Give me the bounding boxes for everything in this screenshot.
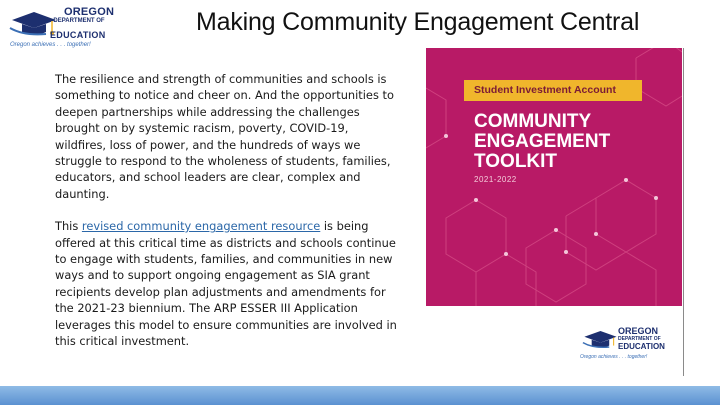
logo-dept-text: DEPARTMENT OF bbox=[53, 18, 105, 24]
cover-title-line-2: ENGAGEMENT bbox=[474, 131, 611, 152]
slide-title: Making Community Engagement Central bbox=[196, 8, 640, 36]
paragraph-resource bbox=[55, 218, 400, 349]
toolkit-cover-image bbox=[426, 48, 682, 376]
divider-line bbox=[683, 48, 684, 376]
graduation-cap-icon bbox=[580, 326, 618, 352]
cover-logo-state: OREGON bbox=[618, 326, 659, 336]
cover-year: 2021-2022 bbox=[474, 175, 517, 184]
cover-banner bbox=[464, 80, 642, 101]
cover-banner-text: Student Investment Account bbox=[474, 84, 616, 96]
cover-ode-logo bbox=[576, 324, 680, 364]
paragraph-resource-lead: This bbox=[55, 219, 82, 234]
community-engagement-resource-link[interactable]: revised community engagement resource bbox=[81, 219, 321, 234]
paragraph-resilience: The resilience and strength of communities and schools is something to notice and cheer on. And the opportunities to deepen partnerships while addressing the challenges brought on by systemic racism, poverty, COVID-19, wildfires, loss of power, and the hundreds of ways we struggle to respond to the wholeness of students, families, educators, and school leaders are clear, complex and daunting. bbox=[55, 72, 394, 201]
cover-title-line-1: COMMUNITY bbox=[474, 111, 592, 132]
ode-logo bbox=[6, 6, 130, 50]
body-text bbox=[55, 71, 400, 366]
cover-logo-edu: EDUCATION bbox=[618, 342, 665, 351]
cover-logo-dept: DEPARTMENT OF bbox=[618, 336, 661, 342]
paragraph-resource-rest: is being offered at this critical time as districts and schools continue to engage with students, families, and communities in new ways and to support ongoing engagement as SIA grant recipients develop plan adjustments and amendments for the 2021-23 biennium. The ARP ESSER III Application leverages this model to ensure communities are involved in this critical investment. bbox=[55, 219, 397, 349]
cover-title bbox=[474, 112, 610, 172]
footer-bar bbox=[0, 386, 720, 405]
logo-tagline: Oregon achieves . . . together! bbox=[10, 42, 91, 48]
logo-edu-text: EDUCATION bbox=[50, 30, 106, 40]
logo-state-text: OREGON bbox=[64, 6, 115, 18]
cover-title-line-3: TOOLKIT bbox=[474, 151, 558, 172]
cover-logo-tagline: Oregon achieves . . . together! bbox=[580, 354, 648, 360]
